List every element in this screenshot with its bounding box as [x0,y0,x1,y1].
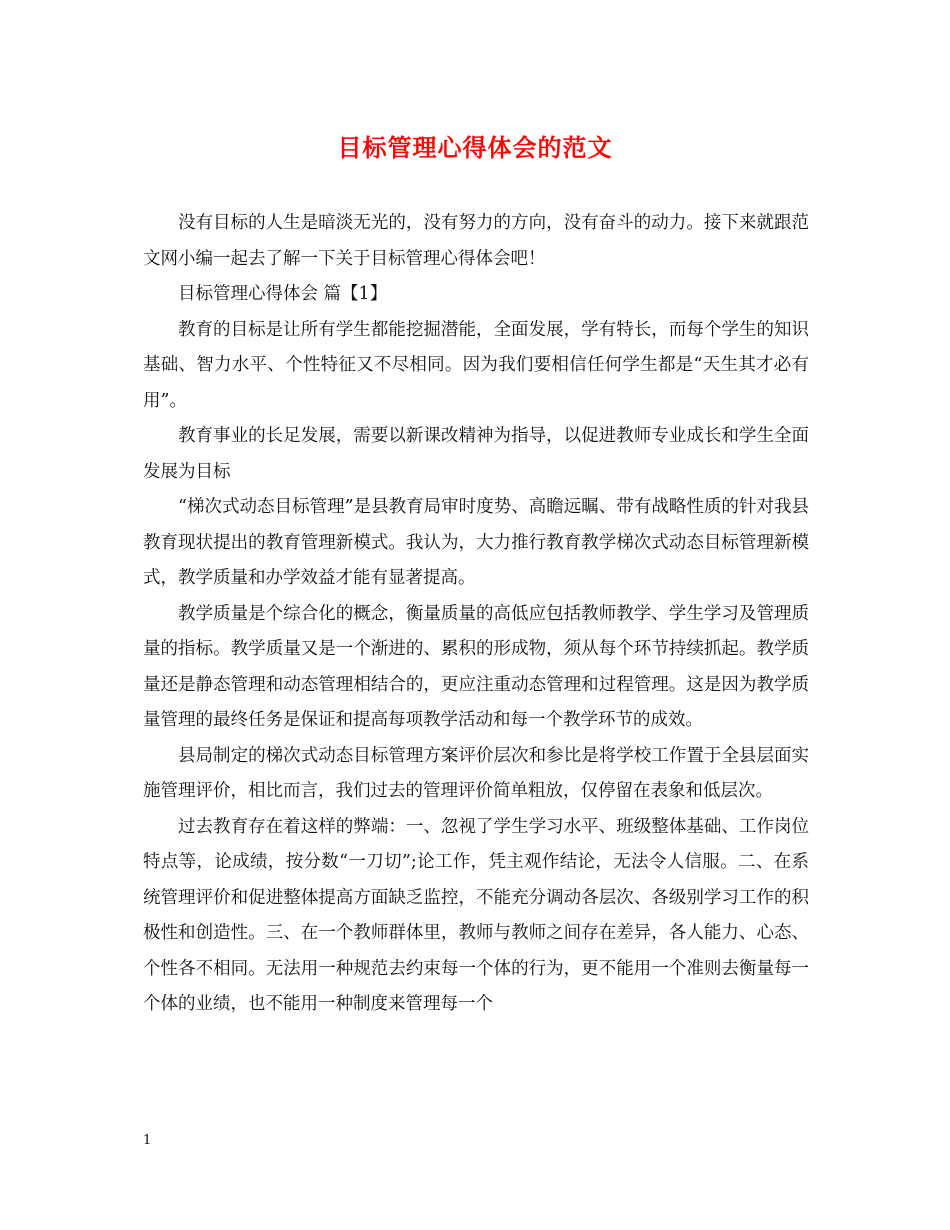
page-number: 1 [143,1133,152,1148]
paragraph: 教学质量是个综合化的概念，衡量质量的高低应包括教师教学、学生学习及管理质量的指标。教学质量又是一个渐进的、累积的形成物，须从每个环节持续抓起。教学质量还是静态管理和动态管理相结合的，更应注重动态管理和过程管理。这是因为教学质量管理的最终任务是保证和提高每项教学活动和每一个教学环节的成效。 [143,603,809,730]
document-body [143,206,809,1023]
paragraph: 教育事业的长足发展，需要以新课改精神为指导，以促进教师专业成长和学生全面发展为目标 [143,426,809,482]
paragraph: “梯次式动态目标管理”是县教育局审时度势、高瞻远瞩、带有战略性质的针对我县教育现状提出的教育管理新模式。我认为，大力推行教育教学梯次式动态目标管理新模式，教学质量和办学效益才能有显著提高。 [143,497,809,588]
paragraph: 县局制定的梯次式动态目标管理方案评价层次和参比是将学校工作置于全县层面实施管理评价，相比而言，我们过去的管理评价简单粗放，仅停留在表象和低层次。 [143,745,809,801]
section-heading: 目标管理心得体会 篇【1】 [178,284,388,304]
paragraph: 过去教育存在着这样的弊端：一、忽视了学生学习水平、班级整体基础、工作岗位特点等，论成绩，按分数“一刀切”;论工作，凭主观作结论，无法令人信服。二、在系统管理评价和促进整体提高方面缺乏监控，不能充分调动各层次、各级别学习工作的积极性和创造性。三、在一个教师群体里，教师与教师之间存在差异，各人能力、心态、个性各不相同。无法用一种规范去约束每一个体的行为，更不能用一个准则去衡量每一个体的业绩，也不能用一种制度来管理每一个 [143,816,809,1014]
paragraph: 教育的目标是让所有学生都能挖掘潜能，全面发展，学有特长，而每个学生的知识基础、智力水平、个性特征又不尽相同。因为我们要相信任何学生都是“天生其才必有用”。 [143,319,809,411]
document-title: 目标管理心得体会的范文 [337,134,613,162]
paragraph-intro: 没有目标的人生是暗淡无光的，没有努力的方向，没有奋斗的动力。接下来就跟范文网小编一起去了解一下关于目标管理心得体会吧！ [143,213,809,269]
